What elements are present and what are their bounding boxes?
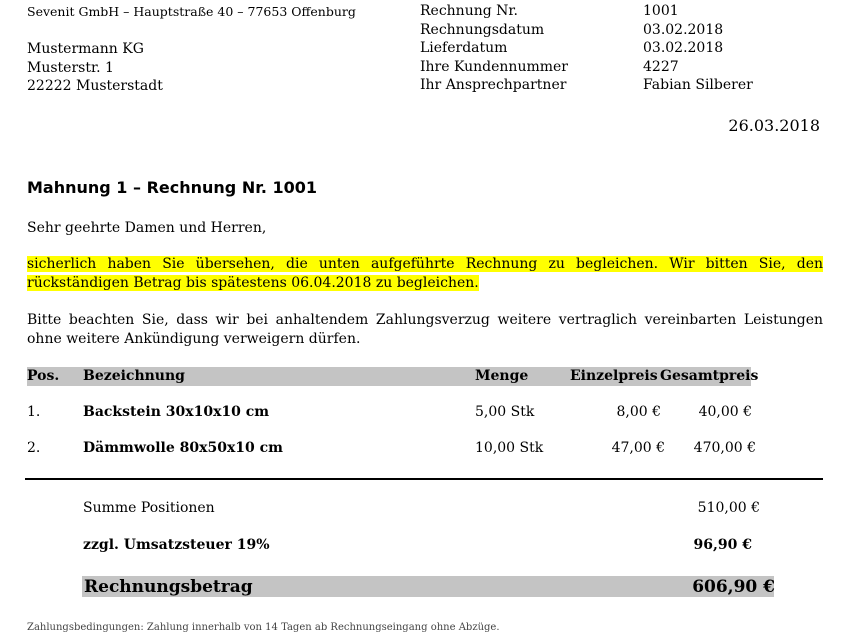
header-description: Bezeichnung: [83, 368, 185, 384]
meta-value-delivery-date: 03.02.2018: [643, 40, 724, 56]
sum-value: 510,00 €: [697, 500, 760, 516]
recipient-street: Musterstr. 1: [27, 59, 114, 76]
meta-value-invoice-date: 03.02.2018: [643, 21, 724, 38]
meta-label-delivery-date: Lieferdatum: [420, 40, 508, 56]
row-pos: 1.: [27, 404, 41, 420]
recipient-name: Mustermann KG: [27, 41, 144, 57]
row-total-price: 40,00 €: [698, 404, 752, 420]
tax-label: zzgl. Umsatzsteuer 19%: [83, 537, 270, 553]
meta-label-contact: Ihr Ansprechpartner: [420, 77, 567, 93]
sender-line: Sevenit GmbH – Hauptstraße 40 – 77653 Offenburg: [27, 4, 356, 19]
meta-labels: [420, 2, 568, 95]
row-pos: 2.: [27, 440, 41, 456]
sum-label: Summe Positionen: [83, 500, 215, 516]
header-pos: Pos.: [27, 368, 60, 384]
recipient-city: 22222 Musterstadt: [27, 78, 163, 94]
meta-values: [643, 2, 753, 95]
grand-total-label: Rechnungsbetrag: [84, 577, 253, 597]
meta-label-invoice-date: Rechnungsdatum: [420, 21, 545, 38]
row-unit-price: 8,00 €: [616, 404, 661, 420]
tax-value: 96,90 €: [693, 537, 752, 553]
row-quantity: 10,00 Stk: [475, 440, 544, 456]
row-quantity: 5,00 Stk: [475, 404, 535, 420]
meta-label-customer-no: Ihre Kundennummer: [420, 58, 568, 75]
header-total-price: Gesamtpreis: [660, 368, 759, 384]
document-date: 26.03.2018: [728, 116, 820, 135]
meta-value-invoice-no: 1001: [643, 3, 679, 19]
highlighted-paragraph: [27, 255, 823, 292]
row-unit-price: 47,00 €: [611, 440, 665, 456]
header-unit-price: Einzelpreis: [570, 368, 658, 384]
row-total-price: 470,00 €: [693, 440, 756, 456]
grand-total-value: 606,90 €: [692, 577, 775, 597]
meta-label-invoice-no: Rechnung Nr.: [420, 3, 518, 19]
table-divider: [25, 478, 823, 480]
meta-value-customer-no: 4227: [643, 58, 679, 75]
meta-value-contact: Fabian Silberer: [643, 77, 753, 93]
highlighted-text: sicherlich haben Sie übersehen, die unten aufgeführte Rechnung zu begleichen. Wir bitten Sie, den rückständigen Betrag bis spätestens 06.04.2018 zu begleichen.: [27, 256, 823, 291]
row-description: Backstein 30x10x10 cm: [83, 404, 270, 420]
greeting: Sehr geehrte Damen und Herren,: [27, 220, 267, 236]
notice-paragraph: Bitte beachten Sie, dass wir bei anhaltendem Zahlungsverzug weitere vertraglich vereinbarten Leistungen ohne weitere Ankündigung verweigern dürfen.: [27, 312, 823, 347]
row-description: Dämmwolle 80x50x10 cm: [83, 440, 283, 456]
header-quantity: Menge: [475, 368, 529, 384]
document-title: Mahnung 1 – Rechnung Nr. 1001: [27, 178, 317, 197]
payment-terms: Zahlungsbedingungen: Zahlung innerhalb von 14 Tagen ab Rechnungseingang ohne Abzüge.: [27, 622, 500, 633]
recipient-address: [27, 40, 163, 96]
